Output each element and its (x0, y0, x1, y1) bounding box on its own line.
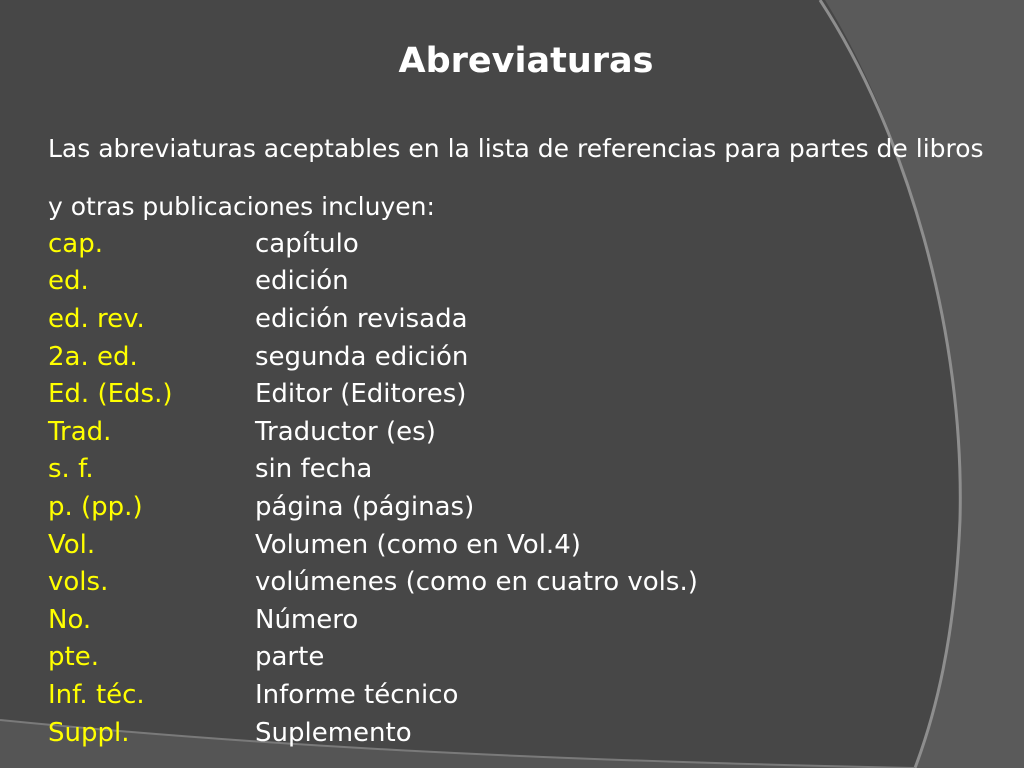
abbreviation-term: s. f. (48, 454, 94, 485)
abbreviation-meaning: Número (255, 604, 359, 635)
abbreviation-meaning: página (páginas) (255, 491, 475, 522)
slide-title: Abreviaturas (398, 41, 654, 81)
abbreviation-meaning: edición revisada (255, 303, 468, 334)
abbreviation-term: Suppl. (48, 717, 130, 748)
abbreviation-term: pte. (48, 642, 99, 673)
abbreviation-row (48, 714, 698, 752)
abbreviation-row (48, 263, 698, 301)
abbreviation-meaning: sin fecha (255, 454, 373, 485)
abbreviation-row (48, 451, 698, 489)
abbreviation-row (48, 639, 698, 677)
abbreviation-list (48, 225, 698, 751)
abbreviation-term: p. (pp.) (48, 491, 143, 522)
abbreviation-term: Ed. (Eds.) (48, 379, 173, 410)
abbreviation-term: Inf. téc. (48, 679, 145, 710)
abbreviation-row (48, 563, 698, 601)
abbreviation-meaning: Informe técnico (255, 679, 459, 710)
abbreviation-term: ed. (48, 266, 89, 297)
abbreviation-row (48, 300, 698, 338)
abbreviation-row (48, 225, 698, 263)
abbreviation-meaning: Editor (Editores) (255, 379, 467, 410)
abbreviation-row (48, 601, 698, 639)
abbreviation-meaning: volúmenes (como en cuatro vols.) (255, 567, 698, 598)
abbreviation-row (48, 338, 698, 376)
abbreviation-meaning: edición (255, 266, 349, 297)
abbreviation-term: cap. (48, 228, 103, 259)
abbreviation-term: No. (48, 604, 92, 635)
abbreviation-meaning: parte (255, 642, 325, 673)
abbreviation-row (48, 526, 698, 564)
abbreviation-row (48, 488, 698, 526)
abbreviation-row (48, 413, 698, 451)
abbreviation-meaning: Volumen (como en Vol.4) (255, 529, 581, 560)
abbreviation-term: 2a. ed. (48, 341, 138, 372)
abbreviation-term: vols. (48, 567, 109, 598)
abbreviation-meaning: Traductor (es) (255, 416, 436, 447)
abbreviation-row (48, 375, 698, 413)
abbreviation-meaning: segunda edición (255, 341, 469, 372)
abbreviation-meaning: Suplemento (255, 717, 412, 748)
intro-paragraph: Las abreviaturas aceptables en la lista de referencias para partes de libros y otras publicaciones incluyen: (48, 134, 984, 221)
abbreviation-term: Vol. (48, 529, 96, 560)
abbreviation-meaning: capítulo (255, 228, 359, 259)
abbreviation-term: Trad. (48, 416, 112, 447)
abbreviation-row (48, 676, 698, 714)
abbreviation-term: ed. rev. (48, 303, 145, 334)
right-background-panel (825, 0, 1024, 768)
